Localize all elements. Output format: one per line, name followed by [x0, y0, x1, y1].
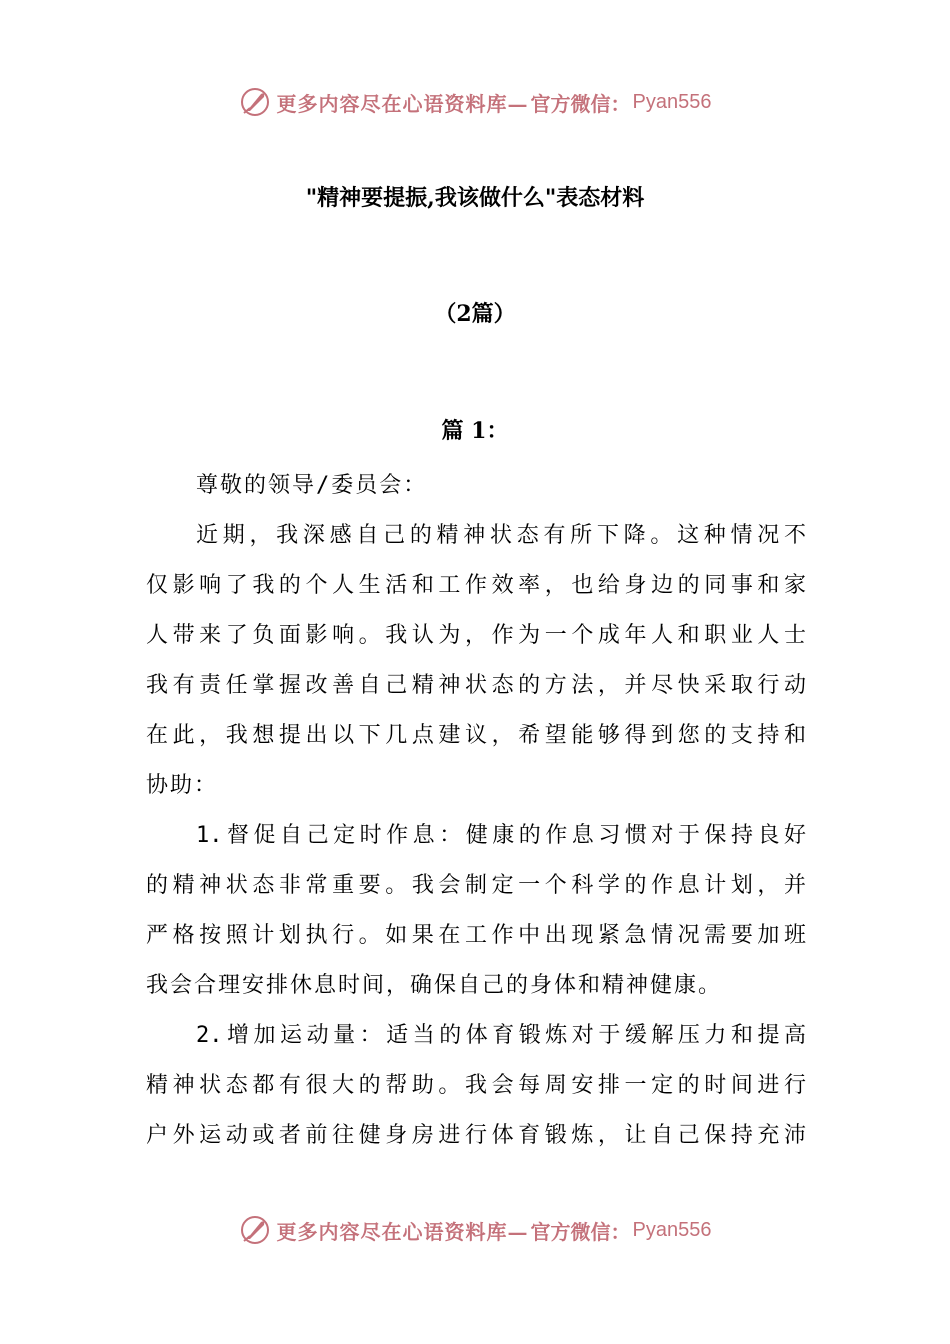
paragraph-line: 的精神状态非常重要。我会制定一个科学的作息计划，并: [146, 873, 806, 898]
document-count: （2篇）: [434, 301, 516, 327]
paragraph-line: 我有责任掌握改善自己精神状态的方法，并尽快采取行动: [146, 673, 806, 698]
feather-pen-logo-icon: [239, 86, 271, 118]
watermark-wechat-id: Pyan556: [632, 1218, 712, 1241]
paragraph-line: 1.督促自己定时作息：健康的作息习惯对于保持良好: [196, 823, 806, 848]
paragraph-line: 我会合理安排休息时间，确保自己的身体和精神健康。: [146, 973, 723, 998]
paragraph-line: 严格按照计划执行。如果在工作中出现紧急情况需要加班: [146, 923, 806, 948]
watermark-wechat-label: 官方微信：: [530, 1219, 631, 1244]
watermark-text: 更多内容尽在心语资料库—: [276, 1219, 529, 1244]
document-body: [146, 461, 806, 1161]
paragraph-line: 在此，我想提出以下几点建议，希望能够得到您的支持和: [146, 723, 806, 748]
watermark-text: 更多内容尽在心语资料库—: [276, 91, 529, 116]
paragraph-line: 人带来了负面影响。我认为，作为一个成年人和职业人士: [146, 623, 806, 648]
feather-pen-logo-icon: [239, 1214, 271, 1246]
paragraph-line: 精神状态都有很大的帮助。我会每周安排一定的时间进行: [146, 1073, 806, 1098]
paragraph-line: 2.增加运动量：适当的体育锻炼对于缓解压力和提高: [196, 1023, 806, 1048]
section-heading: 篇 1：: [441, 418, 509, 444]
salutation-line: 尊敬的领导/委员会：: [196, 473, 428, 498]
paragraph-line: 协助：: [146, 773, 219, 798]
footer-watermark: [0, 1210, 950, 1250]
paragraph-line: 近期，我深感自己的精神状态有所下降。这种情况不: [196, 523, 806, 548]
watermark-wechat-label: 官方微信：: [530, 91, 631, 116]
paragraph-line: 仅影响了我的个人生活和工作效率，也给身边的同事和家: [146, 573, 806, 598]
watermark-wechat-id: Pyan556: [632, 90, 712, 113]
paragraph-line: 户外运动或者前往健身房进行体育锻炼，让自己保持充沛: [146, 1123, 806, 1148]
document-title: "精神要提振,我该做什么"表态材料: [305, 185, 645, 211]
header-watermark: [0, 82, 950, 122]
